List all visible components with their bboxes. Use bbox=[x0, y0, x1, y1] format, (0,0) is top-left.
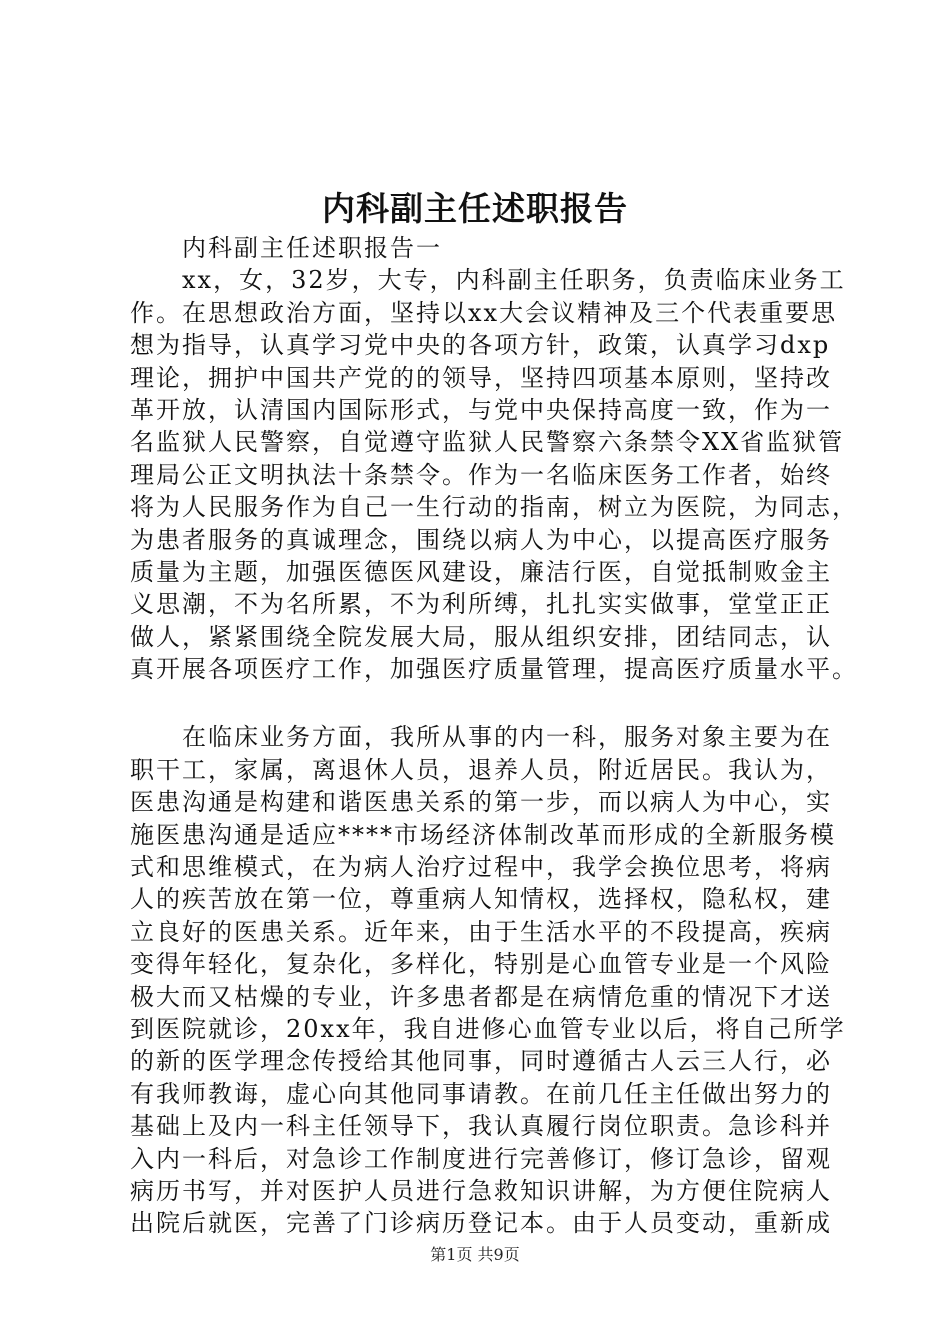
paragraph-line: 革开放，认清国内国际形式，与党中央保持高度一致，作为一 bbox=[130, 395, 832, 424]
paragraph-line: 出院后就医，完善了门诊病历登记本。由于人员变动，重新成 bbox=[130, 1209, 832, 1238]
paragraph-line: 想为指导，认真学习党中央的各项方针，政策，认真学习dxp bbox=[130, 331, 831, 360]
paragraph-line: 在临床业务方面，我所从事的内一科，服务对象主要为在 bbox=[182, 723, 832, 752]
paragraph-line: 义思潮，不为名所累，不为利所缚，扎扎实实做事，堂堂正正 bbox=[130, 590, 832, 619]
paragraph-line: 将为人民服务作为自己一生行动的指南，树立为医院，为同志， bbox=[130, 493, 858, 522]
paragraph-line: 名监狱人民警察，自觉遵守监狱人民警察六条禁令XX省监狱管 bbox=[130, 428, 845, 457]
paragraph-line: 医患沟通是构建和谐医患关系的第一步，而以病人为中心，实 bbox=[130, 788, 832, 817]
paragraph-line: 有我师教诲，虚心向其他同事请教。在前几任主任做出努力的 bbox=[130, 1079, 832, 1108]
paragraph-line: 做人，紧紧围绕全院发展大局，服从组织安排，团结同志，认 bbox=[130, 622, 832, 651]
paragraph-line: 作。在思想政治方面，坚持以xx大会议精神及三个代表重要思 bbox=[130, 298, 838, 327]
paragraph-line: 立良好的医患关系。近年来，由于生活水平的不段提高，疾病 bbox=[130, 917, 832, 946]
paragraph-line: 真开展各项医疗工作，加强医疗质量管理，提高医疗质量水平。 bbox=[130, 655, 858, 684]
paragraph-line: 极大而又枯燥的专业，许多患者都是在病情危重的情况下才送 bbox=[130, 982, 832, 1011]
paragraph-line: 式和思维模式，在为病人治疗过程中，我学会换位思考，将病 bbox=[130, 853, 832, 882]
page-footer: 第1页 共9页 bbox=[430, 1245, 520, 1264]
paragraph-line: 职干工，家属，离退休人员，退养人员，附近居民。我认为， bbox=[130, 755, 832, 784]
paragraph-line: 到医院就诊，20xx年，我自进修心血管专业以后，将自己所学 bbox=[130, 1014, 846, 1043]
paragraph-spacer bbox=[130, 685, 850, 721]
paragraph-line: 施医患沟通是适应****市场经济体制改革而形成的全新服务模 bbox=[130, 820, 836, 849]
document-body bbox=[130, 232, 858, 1240]
paragraph-line: 为患者服务的真诚理念，围绕以病人为中心，以提高医疗服务 bbox=[130, 525, 832, 554]
paragraph-line: xx，女，32岁，大专，内科副主任职务，负责临床业务工 bbox=[182, 266, 846, 295]
paragraph-line: 病历书写，并对医护人员进行急救知识讲解，为方便住院病人 bbox=[130, 1176, 832, 1205]
paragraph-line: 入内一科后，对急诊工作制度进行完善修订，修订急诊，留观 bbox=[130, 1144, 832, 1173]
paragraph-line: 理局公正文明执法十条禁令。作为一名临床医务工作者，始终 bbox=[130, 460, 832, 489]
paragraph-line: 基础上及内一科主任领导下，我认真履行岗位职责。急诊科并 bbox=[130, 1112, 832, 1141]
paragraph-line: 人的疾苦放在第一位，尊重病人知情权，选择权，隐私权，建 bbox=[130, 885, 832, 914]
paragraph-line: 质量为主题，加强医德医风建设，廉洁行医，自觉抵制败金主 bbox=[130, 557, 832, 586]
section-heading: 内科副主任述职报告一 bbox=[182, 234, 442, 262]
paragraph-2 bbox=[130, 721, 850, 1239]
paragraph-line: 的新的医学理念传授给其他同事，同时遵循古人云三人行，必 bbox=[130, 1047, 832, 1076]
document-title: 内科副主任述职报告 bbox=[322, 189, 628, 228]
paragraph-1 bbox=[130, 264, 858, 685]
paragraph-line: 变得年轻化，复杂化，多样化，特别是心血管专业是一个风险 bbox=[130, 950, 832, 979]
paragraph-line: 理论，拥护中国共产党的的领导，坚持四项基本原则，坚持改 bbox=[130, 363, 832, 392]
